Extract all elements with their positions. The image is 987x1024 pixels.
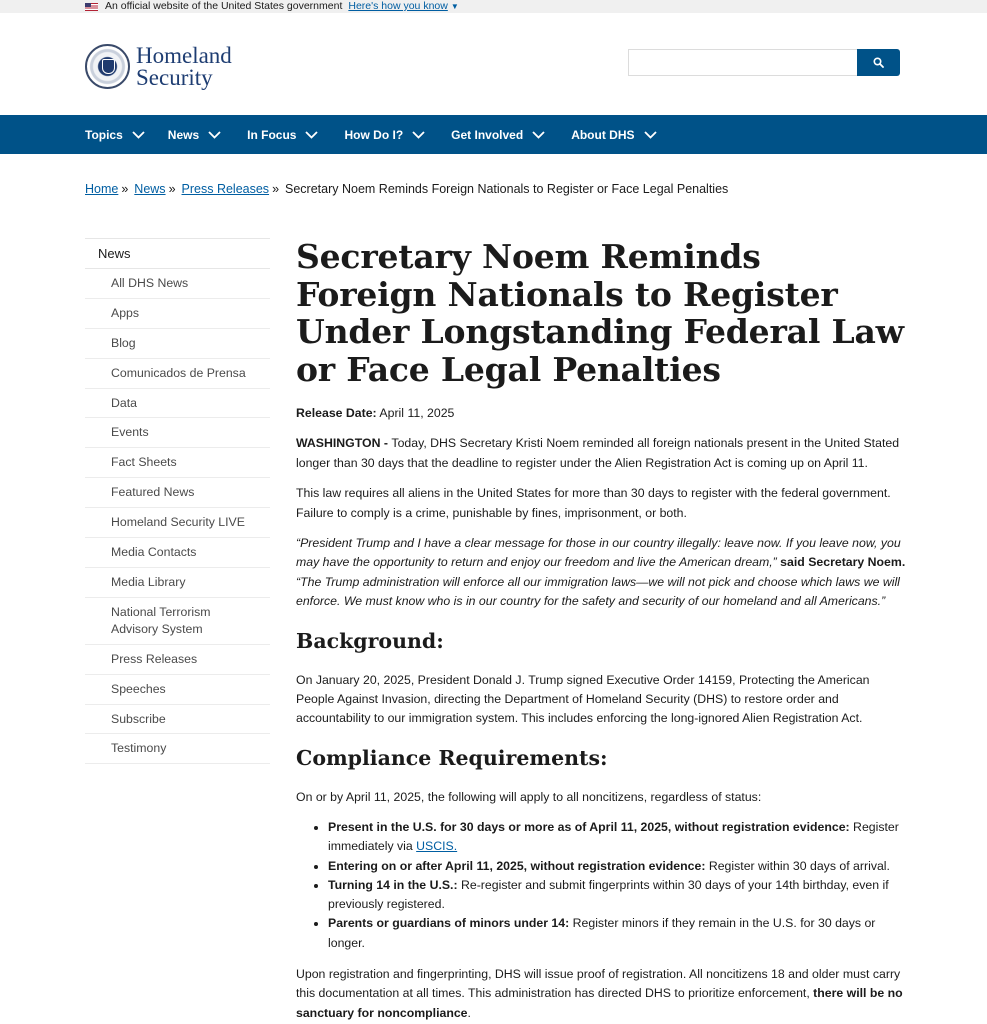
dhs-logo-link[interactable] (85, 44, 232, 89)
sidebar-item-apps[interactable]: Apps (85, 299, 270, 329)
dhs-seal-icon (85, 44, 130, 89)
nav-topics[interactable] (85, 128, 145, 142)
breadcrumb (85, 182, 728, 196)
us-flag-icon (85, 3, 98, 11)
req-text: Re-register and submit fingerprints within 30 days of your 14th birthday, even if previously registered. (328, 877, 889, 912)
paragraph (296, 965, 906, 1023)
nav-label: Get Involved (451, 127, 524, 142)
nav-in-focus[interactable] (247, 128, 318, 142)
sidebar-item-blog[interactable]: Blog (85, 329, 270, 359)
breadcrumb-separator: » (272, 182, 280, 196)
chevron-down-icon (532, 131, 545, 139)
req-text: Register minors if they remain in the U.S. for 30 days or longer. (328, 916, 876, 950)
logo-wordmark (136, 42, 232, 90)
chevron-down-icon[interactable]: ▼ (450, 2, 459, 11)
sidebar-nav (85, 238, 270, 764)
heading-background: Background: (296, 628, 444, 653)
req-label: Turning 14 in the U.S.: (328, 877, 458, 892)
list-item (328, 876, 906, 914)
sidebar-item-fact-sheets[interactable]: Fact Sheets (85, 448, 270, 478)
emphasis-text: there will be no sanctuary for noncompliance (296, 986, 903, 1020)
heading-compliance: Compliance Requirements: (296, 745, 608, 770)
sidebar-item-speeches[interactable]: Speeches (85, 675, 270, 705)
uscis-link[interactable]: USCIS. (416, 839, 458, 854)
gov-banner-text: An official website of the United States government (105, 0, 343, 12)
paragraph: On or by April 11, 2025, the following will apply to all noncitizens, regardless of status: (296, 789, 762, 804)
req-text: Register within 30 days of arrival. (705, 858, 890, 873)
article (296, 238, 906, 1023)
chevron-down-icon (644, 131, 657, 139)
sidebar-item-featured-news[interactable]: Featured News (85, 478, 270, 508)
list-item (328, 818, 906, 856)
quote-text: “The Trump administration will enforce all our immigration laws—we will not pick and choose which laws we will enforce. We must know who is in our country for the safety and security of our homeland and all Americans.” (296, 574, 900, 609)
nav-label: In Focus (247, 127, 297, 142)
req-text: Register immediately via (328, 820, 899, 854)
sidebar-heading-news[interactable]: News (85, 239, 270, 269)
nav-news[interactable] (168, 128, 221, 142)
sidebar-item-comunicados[interactable]: Comunicados de Prensa (85, 359, 270, 389)
req-label: Parents or guardians of minors under 14: (328, 916, 570, 931)
breadcrumb-separator: » (168, 182, 176, 196)
sidebar-item-press-releases[interactable]: Press Releases (85, 645, 270, 675)
paragraph: This law requires all aliens in the United States for more than 30 days to register with the federal government. Failure to comply is a crime, punishable by fines, imprisonment, or both. (296, 486, 891, 520)
paragraph (296, 434, 906, 473)
sidebar-item-subscribe[interactable]: Subscribe (85, 705, 270, 735)
breadcrumb-news-link[interactable]: News (134, 182, 166, 196)
search-button[interactable] (857, 49, 900, 76)
chevron-down-icon (208, 131, 221, 139)
site-header (0, 13, 987, 115)
requirements-list (296, 818, 906, 952)
sidebar-item-media-library[interactable]: Media Library (85, 568, 270, 598)
breadcrumb-home-link[interactable]: Home (85, 182, 119, 196)
req-label: Present in the U.S. for 30 days or more as of April 11, 2025, without registration evidence: (328, 820, 850, 835)
nav-label: News (167, 127, 200, 142)
search-icon (873, 57, 884, 68)
nav-label: About DHS (571, 127, 635, 142)
release-date-value: April 11, 2025 (379, 406, 455, 420)
sidebar-item-ntas[interactable]: National Terrorism Advisory System (85, 598, 270, 645)
quote-paragraph (296, 534, 906, 612)
list-item (328, 914, 906, 952)
release-date-label: Release Date: (296, 406, 377, 420)
sidebar-item-events[interactable]: Events (85, 418, 270, 448)
paragraph-text: Upon registration and fingerprinting, DHS will issue proof of registration. All noncitizens 18 and older must carry this documentation at all times. This administration has directed DHS to prioritize enforcement, (296, 966, 901, 1001)
page-title: Secretary Noem Reminds Foreign Nationals to Register Under Longstanding Federal Law or Face Legal Penalties (296, 237, 904, 389)
req-label: Entering on or after April 11, 2025, without registration evidence: (328, 858, 706, 873)
gov-banner (0, 0, 987, 13)
heres-how-you-know-link[interactable]: Here's how you know (348, 0, 448, 12)
dateline: WASHINGTON - (296, 436, 392, 451)
nav-get-involved[interactable] (451, 128, 545, 142)
quote-text: “President Trump and I have a clear message for those in our country illegally: leave now. If you leave now, you may have the opportunity to return and enjoy our freedom and live the American dream,” (296, 536, 901, 570)
nav-label: How Do I? (344, 127, 404, 142)
sidebar-item-data[interactable]: Data (85, 389, 270, 419)
breadcrumb-separator: » (121, 182, 129, 196)
nav-how-do-i[interactable] (344, 128, 425, 142)
release-date (296, 404, 906, 423)
search-input[interactable] (628, 49, 857, 76)
chevron-down-icon (132, 131, 145, 139)
sidebar-item-media-contacts[interactable]: Media Contacts (85, 538, 270, 568)
search-form (628, 49, 900, 76)
logo-line2: Security (136, 64, 213, 90)
paragraph-end: . (467, 1005, 471, 1020)
logo-line1: Homeland (136, 42, 232, 68)
chevron-down-icon (305, 131, 318, 139)
paragraph: On January 20, 2025, President Donald J. Trump signed Executive Order 14159, Protecting the American People Against Invasion, directing the Department of Homeland Security (DHS) to restore order and accountability to our immigration system. This includes enforcing the long-ignored Alien Registration Act. (296, 672, 870, 726)
nav-label: Topics (85, 127, 123, 142)
main-nav (0, 115, 987, 154)
quote-attribution: said Secretary Noem. (776, 555, 906, 570)
sidebar-item-testimony[interactable]: Testimony (85, 734, 270, 764)
list-item (328, 857, 906, 876)
sidebar-item-all-dhs-news[interactable]: All DHS News (85, 269, 270, 299)
breadcrumb-current: Secretary Noem Reminds Foreign Nationals to Register or Face Legal Penalties (285, 182, 729, 196)
chevron-down-icon (412, 131, 425, 139)
nav-about-dhs[interactable] (571, 128, 656, 142)
breadcrumb-press-releases-link[interactable]: Press Releases (181, 182, 270, 196)
paragraph-text: Today, DHS Secretary Kristi Noem reminded all foreign nationals present in the United Stated longer than 30 days that the deadline to register under the Alien Registration Act is coming up on April 11. (296, 436, 900, 470)
sidebar-item-homeland-security-live[interactable]: Homeland Security LIVE (85, 508, 270, 538)
